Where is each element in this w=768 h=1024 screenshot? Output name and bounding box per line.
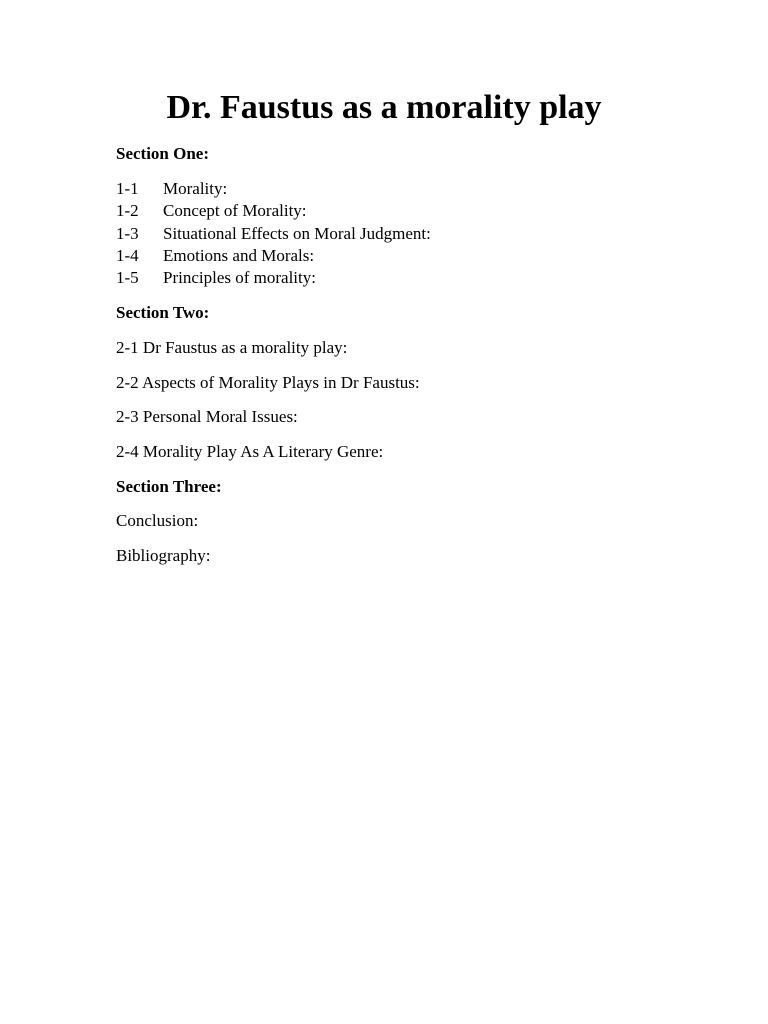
toc-item: 2-1 Dr Faustus as a morality play: — [116, 338, 348, 357]
toc-item-number: 1-3 — [116, 224, 139, 243]
section-three-heading: Section Three: — [116, 477, 222, 496]
toc-item-number: 1-2 — [116, 201, 139, 220]
toc-item: Bibliography: — [116, 546, 211, 565]
toc-item: 2-3 Personal Moral Issues: — [116, 407, 298, 426]
toc-item-number: 1-4 — [116, 246, 139, 265]
toc-item: Conclusion: — [116, 511, 199, 530]
toc-item: 2-4 Morality Play As A Literary Genre: — [116, 442, 384, 461]
toc-item-label: Morality: — [163, 179, 228, 198]
toc-item — [116, 178, 227, 200]
toc-item — [116, 223, 431, 245]
toc-item-label: Concept of Morality: — [163, 201, 307, 220]
toc-item-number: 1-5 — [116, 268, 139, 287]
section-one-heading: Section One: — [116, 144, 210, 163]
page-title: Dr. Faustus as a morality play — [166, 89, 602, 126]
toc-item — [116, 200, 307, 222]
toc-item — [116, 267, 316, 289]
toc-item: 2-2 Aspects of Morality Plays in Dr Faustus: — [116, 373, 420, 392]
toc-item-number: 1-1 — [116, 179, 139, 198]
toc-item — [116, 245, 314, 267]
toc-item-label: Situational Effects on Moral Judgment: — [163, 224, 431, 243]
toc-item-label: Principles of morality: — [163, 268, 316, 287]
toc-item-label: Emotions and Morals: — [163, 246, 315, 265]
section-two-heading: Section Two: — [116, 303, 210, 322]
